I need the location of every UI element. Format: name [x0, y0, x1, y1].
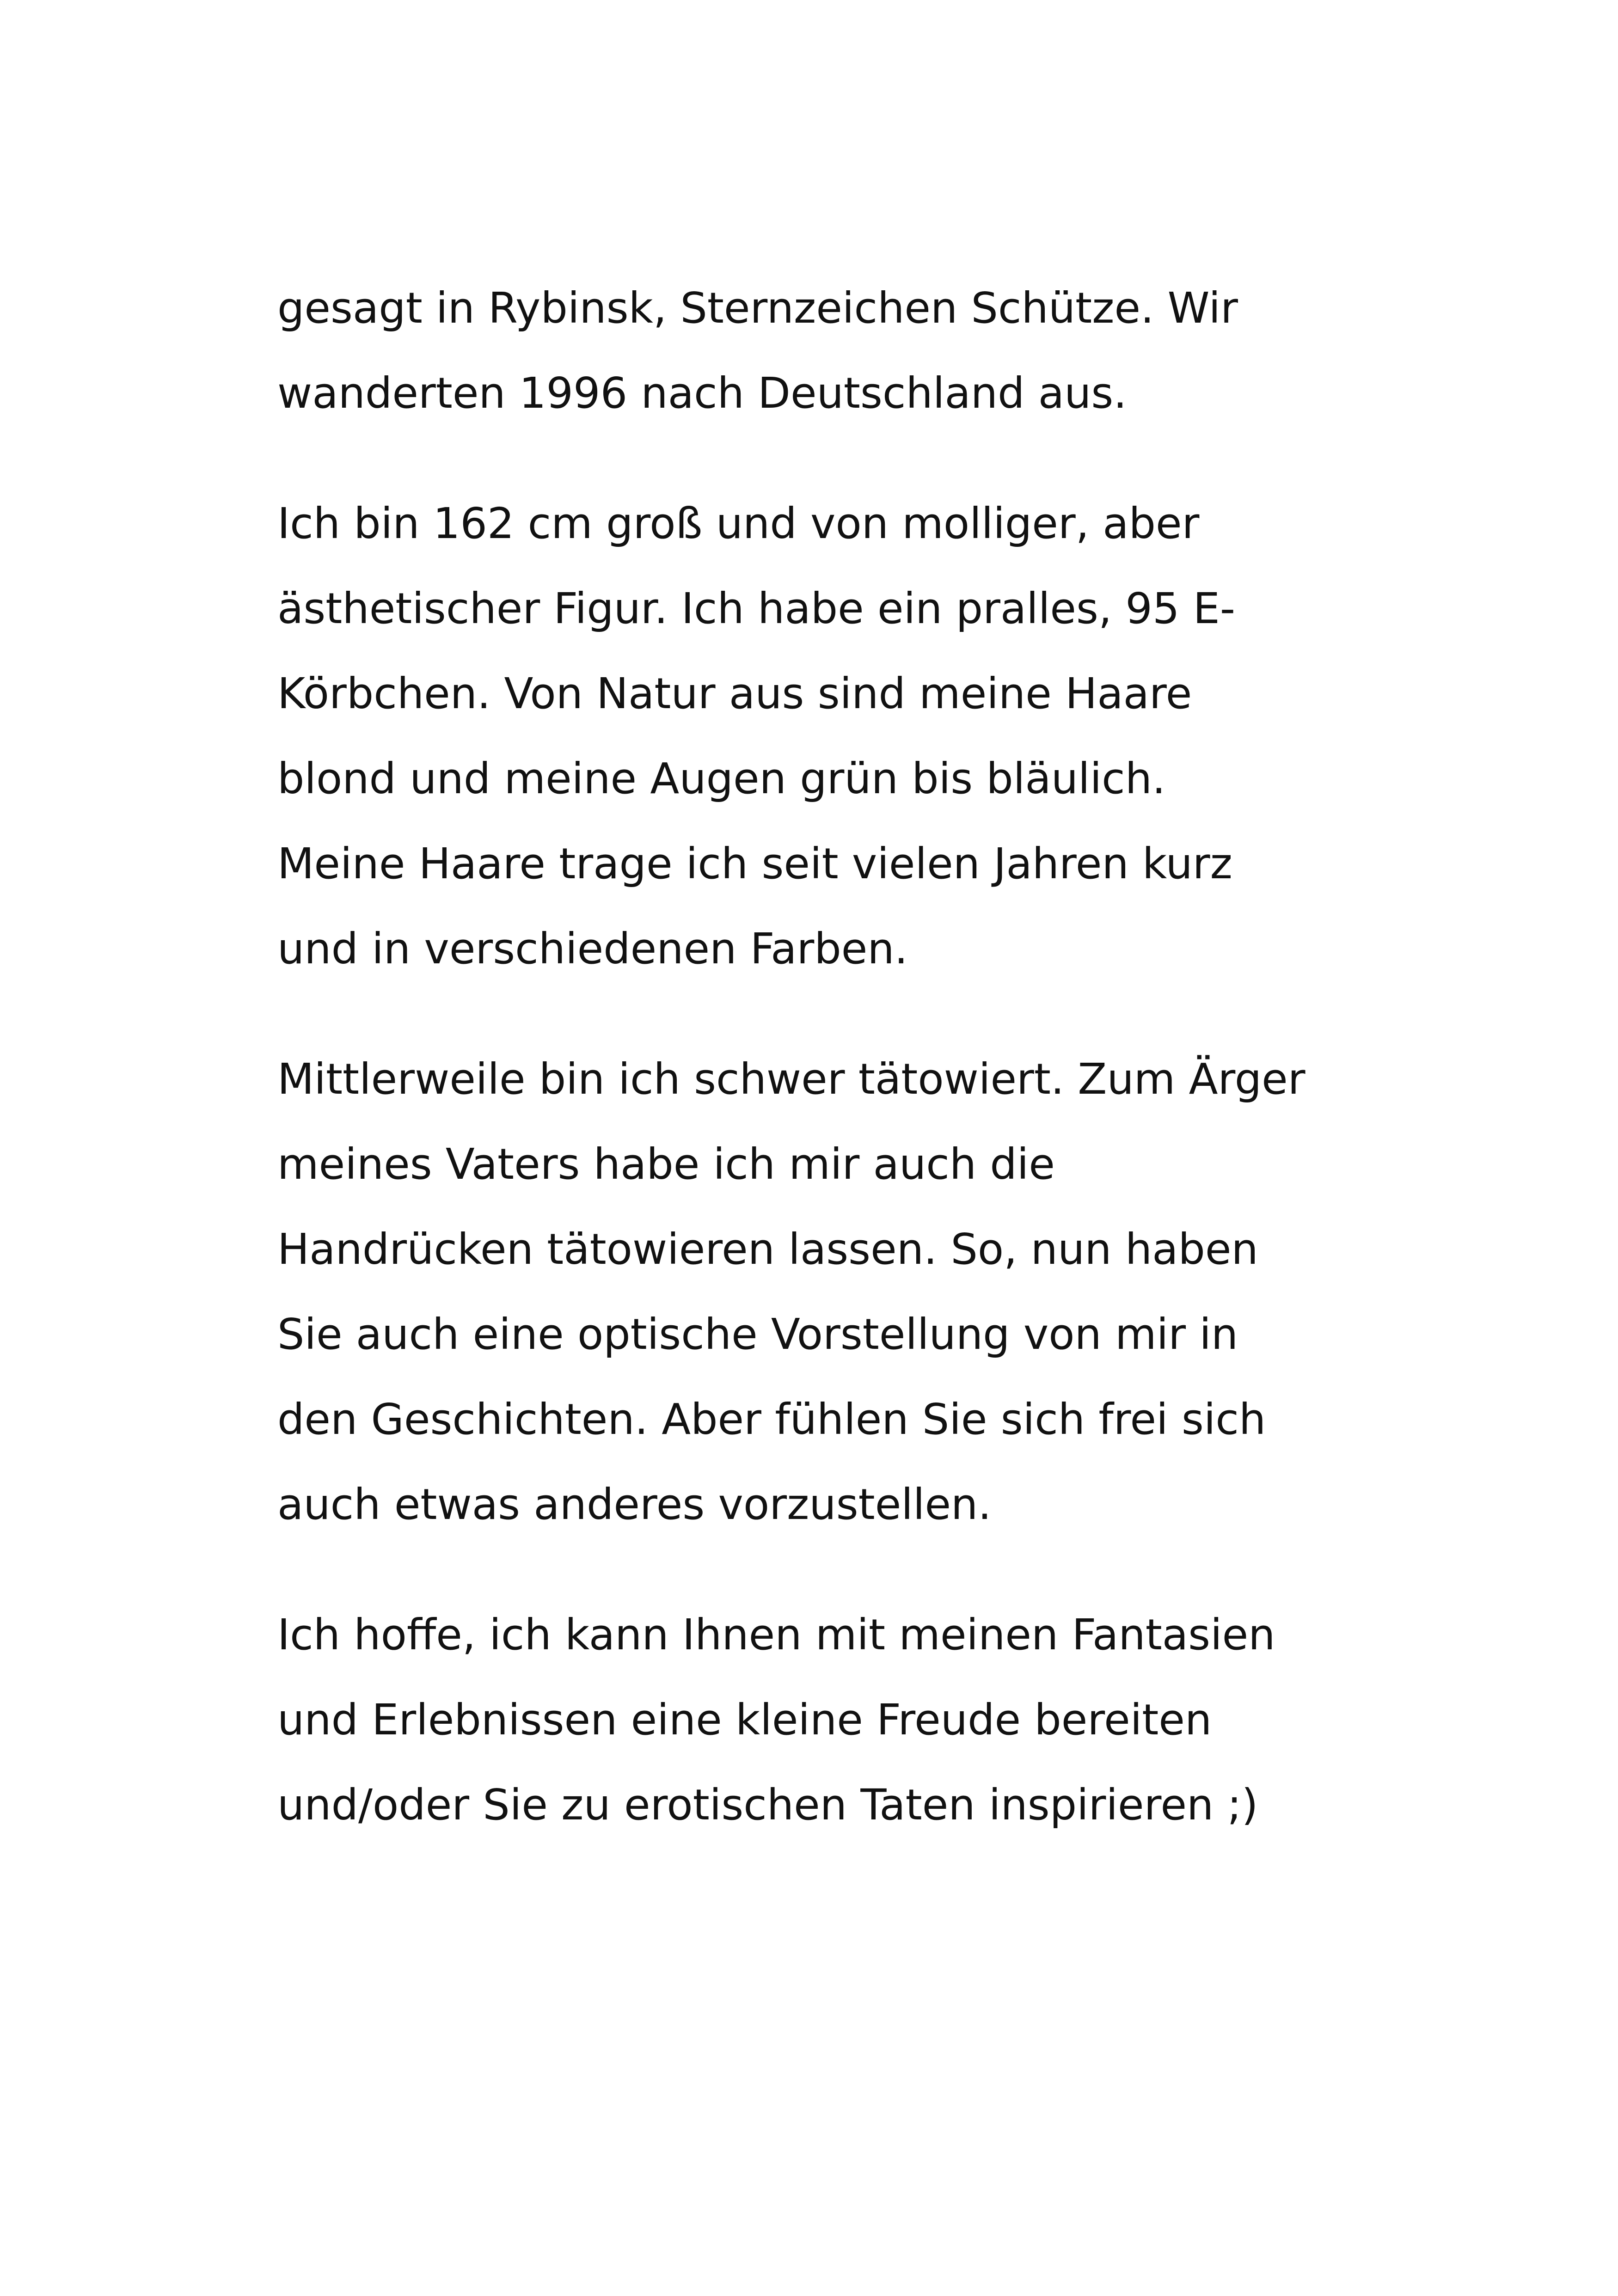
- text-line: ästhetischer Figur. Ich habe ein pralles, 95 E-: [277, 584, 1236, 633]
- paragraph-spacer: [277, 1547, 1387, 1592]
- paragraph-appearance: [277, 481, 1387, 992]
- text-line: Sie auch eine optische Vorstellung von mir in: [277, 1310, 1238, 1359]
- text-line: Mittlerweile bin ich schwer tätowiert. Zum Ärger: [277, 1054, 1305, 1104]
- text-line: wanderten 1996 nach Deutschland aus.: [277, 368, 1127, 418]
- text-line: Körbchen. Von Natur aus sind meine Haare: [277, 669, 1192, 718]
- body-text: [277, 266, 1387, 1848]
- text-line: gesagt in Rybinsk, Sternzeichen Schütze. Wir: [277, 283, 1238, 333]
- text-line: meines Vaters habe ich mir auch die: [277, 1139, 1055, 1189]
- text-line: und in verschiedenen Farben.: [277, 924, 908, 974]
- text-line: und/oder Sie zu erotischen Taten inspirieren ;): [277, 1780, 1258, 1830]
- text-line: Ich hoffe, ich kann Ihnen mit meinen Fantasien: [277, 1610, 1275, 1659]
- paragraph-tattoos: [277, 1037, 1387, 1547]
- paragraph-spacer: [277, 992, 1387, 1037]
- text-line: Ich bin 162 cm groß und von molliger, aber: [277, 499, 1200, 548]
- text-line: und Erlebnissen eine kleine Freude bereiten: [277, 1695, 1212, 1745]
- text-line: blond und meine Augen grün bis bläulich.: [277, 754, 1166, 803]
- text-line: Handrücken tätowieren lassen. So, nun haben: [277, 1225, 1258, 1274]
- text-line: den Geschichten. Aber fühlen Sie sich frei sich: [277, 1395, 1266, 1444]
- paragraph-closing: [277, 1592, 1387, 1848]
- text-line: auch etwas anderes vorzustellen.: [277, 1480, 992, 1529]
- paragraph-origin: [277, 266, 1387, 436]
- paragraph-spacer: [277, 436, 1387, 481]
- text-line: Meine Haare trage ich seit vielen Jahren kurz: [277, 839, 1232, 888]
